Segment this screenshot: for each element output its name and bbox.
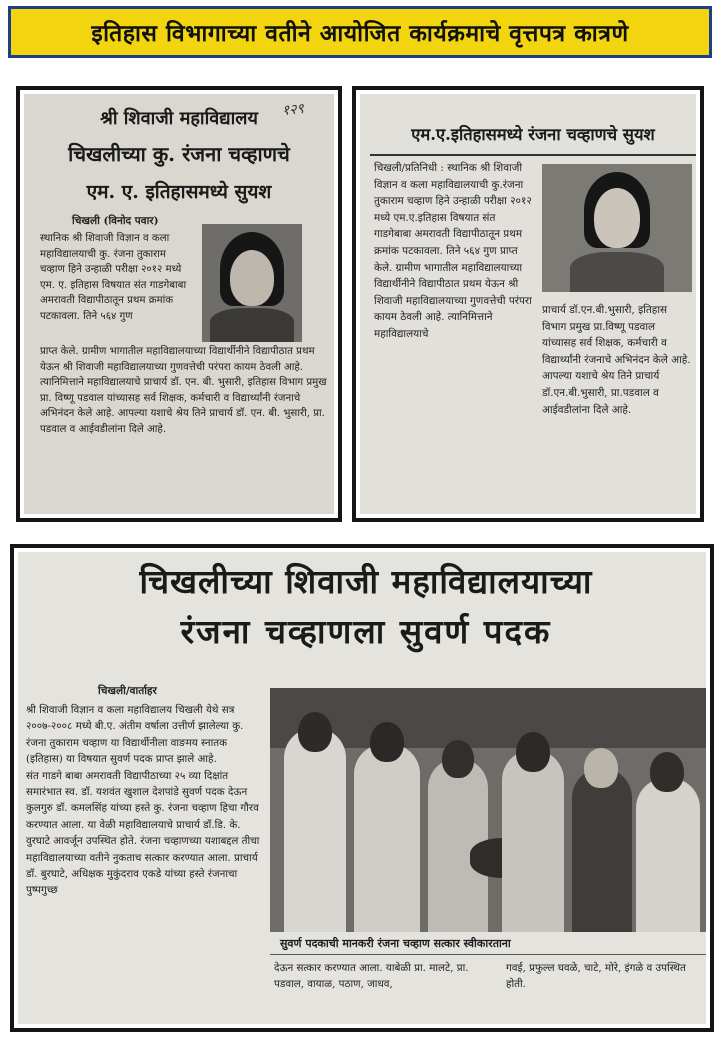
newspaper-clipping-2: [352, 86, 704, 522]
article-body-right: प्राचार्य डॉ.एन.बी.भुसारी, इतिहास विभाग प्रमुख प्रा.विष्णू पडवाल यांच्यासह सर्व शिक्षक, कर्मचारी व विद्यार्थ्यांनी रंजनाचे अभिनंदन केले आहे. आपल्या यशाचे श्रेय तिने प्राचार्य डॉ.एन.बी.भुसारी, प्रा.पडवाल व आईवडीलांना दिले आहे.: [542, 304, 691, 416]
caption-rule: [270, 954, 706, 955]
headline-line-2: रंजना चव्हाणला सुवर्ण पदक: [180, 612, 552, 651]
student-photo: [542, 164, 692, 292]
page-title-banner: [8, 6, 712, 58]
student-photo: [202, 224, 302, 342]
handwritten-mark: १२९: [281, 100, 305, 120]
article-body-top: स्थानिक श्री शिवाजी विज्ञान व कला महाविद्यालयाची कु. रंजना तुकाराम चव्हाण हिने उन्हाळी परीक्षा २०१२ मध्ये एम. ए. इतिहास विषयात संत गाडगेबाबा अमरावती विद्यापीठातून प्रथम क्रमांक पटकावला. तिने ५६४ गुण: [40, 233, 187, 322]
article-body-bottom: प्राप्त केले. ग्रामीण भागातील महाविद्यालयाच्या विद्यार्थीनीने विद्यापीठात प्रथम येऊन श्री शिवाजी महाविद्यालयाच्या गुणवत्तेची परंपरा कायम ठेवली आहे. त्यानिमित्ताने महाविद्यालयाचे प्राचार्य डॉ. एन. बी. भुसारी, इतिहास विभाग प्रमुख प्रा. विष्णू पडवाल यांच्यासह सर्व शिक्षक, कर्मचारी व विद्यार्थ्यांनी रंजनाचे अभिनंदन केले आहे. आपल्या यशाचे श्रेय तिने प्राचार्य डॉ. एन. बी. भुसारी, प्रा. पडवाल व आईवडीलांना दिले आहे.: [40, 346, 327, 435]
newspaper-clipping-3: [10, 544, 714, 1032]
headline-line-2: चिखलीच्या कु. रंजना चव्हाणचे: [68, 142, 290, 166]
headline-rule: [370, 154, 696, 156]
article-body-left: चिखली/प्रतिनिधी : स्थानिक श्री शिवाजी विज्ञान व कला महाविद्यालयाची कु.रंजना तुकाराम चव्हाण हिने उन्हाळी परीक्षा २०१२ मध्ये एम.ए.इतिहास विषयात संत गाडगेबाबा अमरावती विद्यापीठातून प्रथम क्रमांक पटकावला. तिने ५६४ गुण प्राप्त केले. ग्रामीण भागातील महाविद्यालयाच्या विद्यार्थीनीने विद्यापीठात प्रथम येऊन श्री शिवाजी महाविद्यालयाच्या गुणवत्तेची परंपरा कायम ठेवली आहे. त्यानिमित्ताने महाविद्यालयाचे: [374, 162, 532, 340]
award-ceremony-photo: [270, 688, 706, 932]
headline-line-1: चिखलीच्या शिवाजी महाविद्यालयाच्या: [139, 562, 593, 601]
headline-line-3: एम. ए. इतिहासमध्ये सुयश: [86, 181, 272, 203]
photo-caption: सुवर्ण पदकाची मानकरी रंजना चव्हाण सत्कार स्वीकारताना: [280, 937, 511, 950]
article-body-continued: देऊन सत्कार करण्यात आला. याबेळी प्रा. मालटे, प्रा. पडवाल, वायाळ, पठाण, जाधव,: [274, 962, 469, 991]
page-title: इतिहास विभागाच्या वतीने आयोजित कार्यक्रमाचे वृत्तपत्र कात्रणे: [91, 21, 629, 47]
article-body-end: गवई, प्रफुल्ल घवळे, चाटे, मोरे, इंगळे व उपस्थित होती.: [506, 962, 686, 991]
article-body: श्री शिवाजी विज्ञान व कला महाविद्यालय चिखली येथे सत्र २००७-२००८ मध्ये बी.ए. अंतीम वर्षाला उत्तीर्ण झालेल्या कु. रंजना तुकाराम चव्हाण या विद्यार्थीनीला वाङमय स्नातक (इतिहास) या विषयात सुवर्ण पदक प्राप्त झाले आहे. संत गाडगे बाबा अमरावती विद्यापीठाच्या २५ व्या दिक्षांत समारंभात स्व. डॉ. यशवंत खुशाल देशपांडे सुवर्ण पदक देऊन कुलगुरु डॉ. कमलसिंह यांच्या हस्ते कु. रंजना चव्हाण हिचा गौरव करण्यात आला. या वेळी महाविद्यालयाचे प्राचार्य डॉ.डि. के. वुरघाटे आवर्जून उपस्थित होते. रंजना चव्हाणच्या यशाबद्दल तीचा महाविद्यालयाच्या वतीने नुकताच सत्कार करण्यात आला. प्राचार्य डॉ. बुरघाटे, अधिक्षक मुकुंदराव एकडे यांच्या हस्ते रंजनाचा पुष्पगुच्छ: [26, 704, 260, 897]
headline: एम.ए.इतिहासमध्ये रंजना चव्हाणचे सुयश: [411, 125, 655, 144]
newspaper-clipping-1: [16, 86, 342, 522]
dateline: चिखली/वार्ताहर: [98, 685, 157, 697]
dateline: चिखली (विनोद पवार): [72, 215, 159, 227]
headline-line-1: श्री शिवाजी महाविद्यालय: [100, 108, 258, 129]
